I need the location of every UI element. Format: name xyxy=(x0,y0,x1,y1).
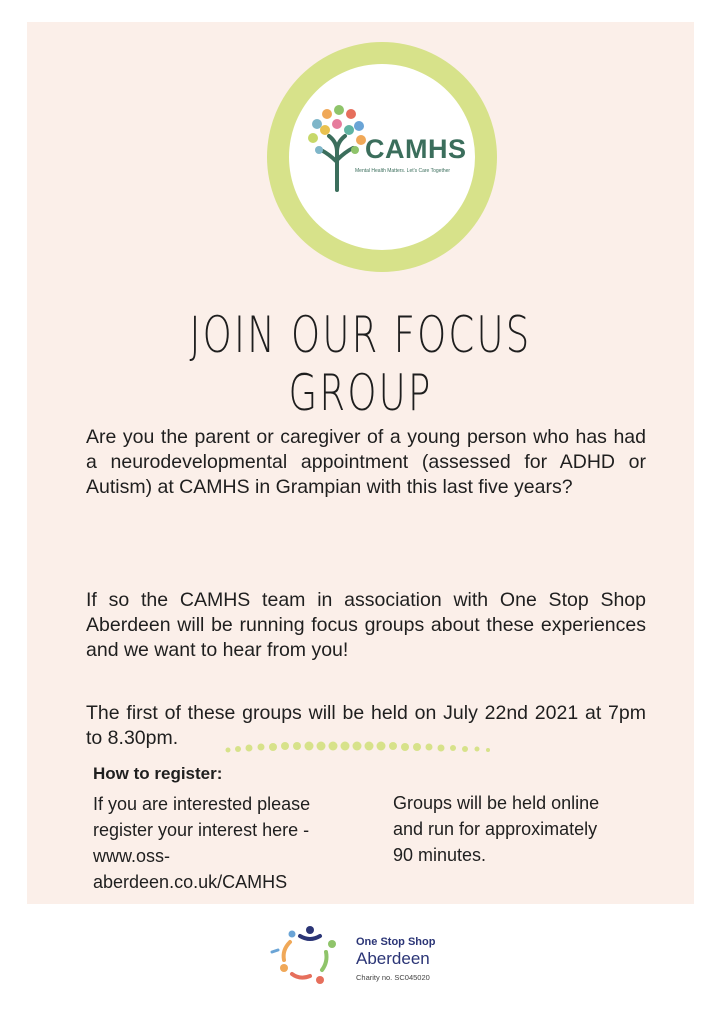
register-heading: How to register: xyxy=(93,764,223,783)
online-line: and run for approximately xyxy=(393,819,598,839)
intro-paragraph: Are you the parent or caregiver of a young person who has had a neurodevelopmental appointment (assessed for ADHD or Autism) at CAMHS in Grampian with this last five years? xyxy=(86,426,646,498)
register-link[interactable]: aberdeen.co.uk/CAMHS xyxy=(93,872,288,892)
camhs-logo xyxy=(267,42,497,272)
logo-disc xyxy=(289,64,475,250)
page-title: JOIN OUR FOCUS GROUP xyxy=(189,306,532,422)
register-details xyxy=(93,791,358,895)
focus-group-paragraph: If so the CAMHS team in association with One Stop Shop Aberdeen will be running focus groups about these experiences and we want to hear from you! xyxy=(86,589,646,661)
register-link[interactable]: www.oss- xyxy=(93,846,171,866)
oss-name-line1: One Stop Shop xyxy=(356,936,436,948)
tree-of-hands-icon xyxy=(307,102,367,192)
online-line: Groups will be held online xyxy=(393,793,600,813)
poster xyxy=(27,22,694,904)
one-stop-shop-logo xyxy=(270,920,470,990)
register-line: register your interest here - xyxy=(93,820,310,840)
dotted-divider xyxy=(223,740,498,754)
date-paragraph: The first of these groups will be held on July 22nd 2021 at 7pm to 8.30pm. xyxy=(86,702,646,749)
charity-number: Charity no. SC045020 xyxy=(356,973,430,982)
figures-circle-icon xyxy=(270,920,350,990)
camhs-wordmark: CAMHS xyxy=(365,134,467,164)
camhs-tagline: Mental Health Matters. Let's Care Together xyxy=(355,168,451,174)
online-line: 90 minutes. xyxy=(393,845,487,865)
register-line: If you are interested please xyxy=(93,794,311,814)
online-details xyxy=(393,790,653,868)
oss-name-line2: Aberdeen xyxy=(356,949,430,968)
